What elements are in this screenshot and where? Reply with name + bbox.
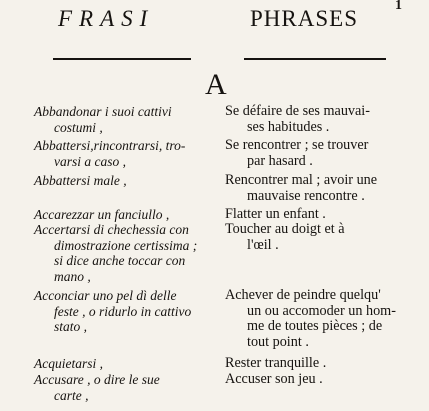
italian-line: Acconciar uno pel dì delle <box>34 288 177 303</box>
italian-line: si dice anche toccar con <box>54 253 186 268</box>
left-header-rule <box>53 58 191 60</box>
french-line: Accuser son jeu . <box>225 371 323 387</box>
french-line: Se défaire de ses mauvai- <box>225 103 370 119</box>
phrase-french <box>225 104 370 135</box>
phrase-italian <box>34 288 191 335</box>
french-line: un ou accomoder un hom- <box>247 302 396 319</box>
phrase-italian <box>34 104 172 135</box>
french-line: Rencontrer mal ; avoir une <box>225 172 378 188</box>
phrase-french <box>225 138 368 169</box>
right-header-rule <box>244 58 386 60</box>
french-column-title: PHRASES <box>250 6 358 31</box>
italian-line: Acquietarsi , <box>34 356 103 371</box>
page-number: 1 <box>395 0 402 13</box>
italian-line: Accertarsi di chechessia con <box>34 222 189 237</box>
italian-line: Abbattersi male , <box>34 173 127 188</box>
french-line: l'œil . <box>247 236 279 253</box>
french-line: me de toutes pièces ; de <box>247 318 383 334</box>
phrase-italian <box>34 222 197 284</box>
phrase-french <box>225 288 396 350</box>
italian-line: costumi , <box>54 119 103 135</box>
french-line: mauvaise rencontre . <box>247 187 365 204</box>
phrase-italian <box>34 173 127 189</box>
french-line: par hasard . <box>247 152 313 169</box>
french-line: tout point . <box>247 333 309 350</box>
phrase-italian <box>34 356 103 372</box>
phrase-french <box>225 372 323 388</box>
phrase-italian <box>34 138 185 169</box>
phrase-french <box>225 173 377 204</box>
phrase-italian <box>34 372 160 403</box>
italian-line: Accusare , o dire le sue <box>34 372 160 387</box>
french-line: Achever de peindre quelqu' <box>225 287 381 303</box>
italian-line: varsi a caso , <box>54 153 126 169</box>
italian-line: dimostrazione certissima ; <box>54 237 198 253</box>
french-line: Se rencontrer ; se trouver <box>225 137 369 153</box>
phrase-italian <box>34 207 169 223</box>
french-line: Rester tranquille . <box>225 355 327 371</box>
italian-line: mano , <box>54 268 91 284</box>
phrase-french <box>225 356 326 372</box>
french-line: Flatter un enfant . <box>225 206 326 222</box>
french-line: ses habitudes . <box>247 118 330 135</box>
italian-line: carte , <box>54 387 89 403</box>
section-letter: A <box>205 68 227 101</box>
italian-column-title: FRASI <box>58 6 155 31</box>
italian-line: feste , o ridurlo in cattivo <box>54 303 192 319</box>
italian-line: stato , <box>54 319 88 334</box>
phrase-french <box>225 222 345 253</box>
italian-line: Accarezzar un fanciullo , <box>34 207 170 222</box>
italian-line: Abbattersi,rincontrarsi, tro- <box>34 138 186 153</box>
italian-line: Abbandonar i suoi cattivi <box>34 104 172 119</box>
french-line: Toucher au doigt et à <box>225 221 345 237</box>
